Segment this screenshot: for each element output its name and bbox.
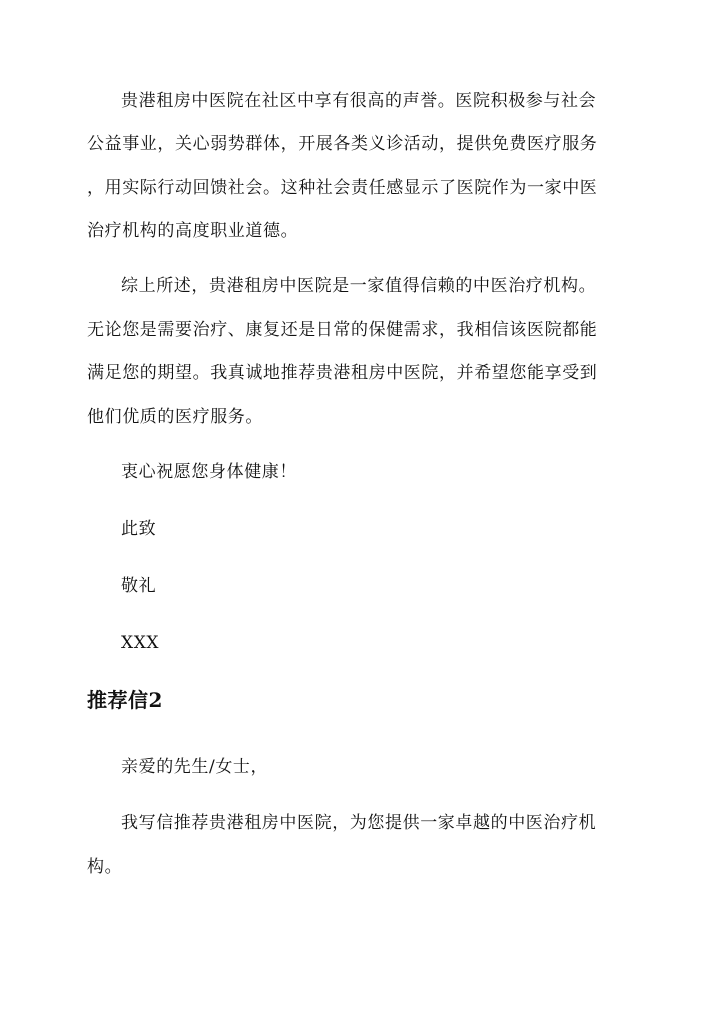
closing-line: 敬礼 [121,576,157,596]
paragraph-line: 贵港租房中医院在社区中享有很高的声誉。医院积极参与社会 [121,91,597,111]
signature: XXX [121,633,160,653]
section-heading: 推荐信2 [87,688,163,712]
paragraph-line: 满足您的期望。我真诚地推荐贵港租房中医院，并希望您能享受到 [87,363,598,383]
paragraph-line: 他们优质的医疗服务。 [87,407,263,427]
paragraph-line: 无论您是需要治疗、康复还是日常的保健需求，我相信该医院都能 [87,320,598,340]
paragraph-line: 我写信推荐贵港租房中医院，为您提供一家卓越的中医治疗机 [121,813,597,833]
paragraph-line: ，用实际行动回馈社会。这种社会责任感显示了医院作为一家中医 [87,178,598,198]
wish-line: 衷心祝愿您身体健康！ [121,462,297,482]
greeting-line: 亲爱的先生/女士， [121,757,269,777]
paragraph-line: 综上所述，贵港租房中医院是一家值得信赖的中医治疗机构。 [121,276,597,296]
paragraph-line: 公益事业，关心弱势群体，开展各类义诊活动，提供免费医疗服务 [87,134,598,154]
closing-line: 此致 [121,519,157,539]
paragraph-line: 治疗机构的高度职业道德。 [87,221,299,241]
paragraph-line: 构。 [87,857,123,877]
